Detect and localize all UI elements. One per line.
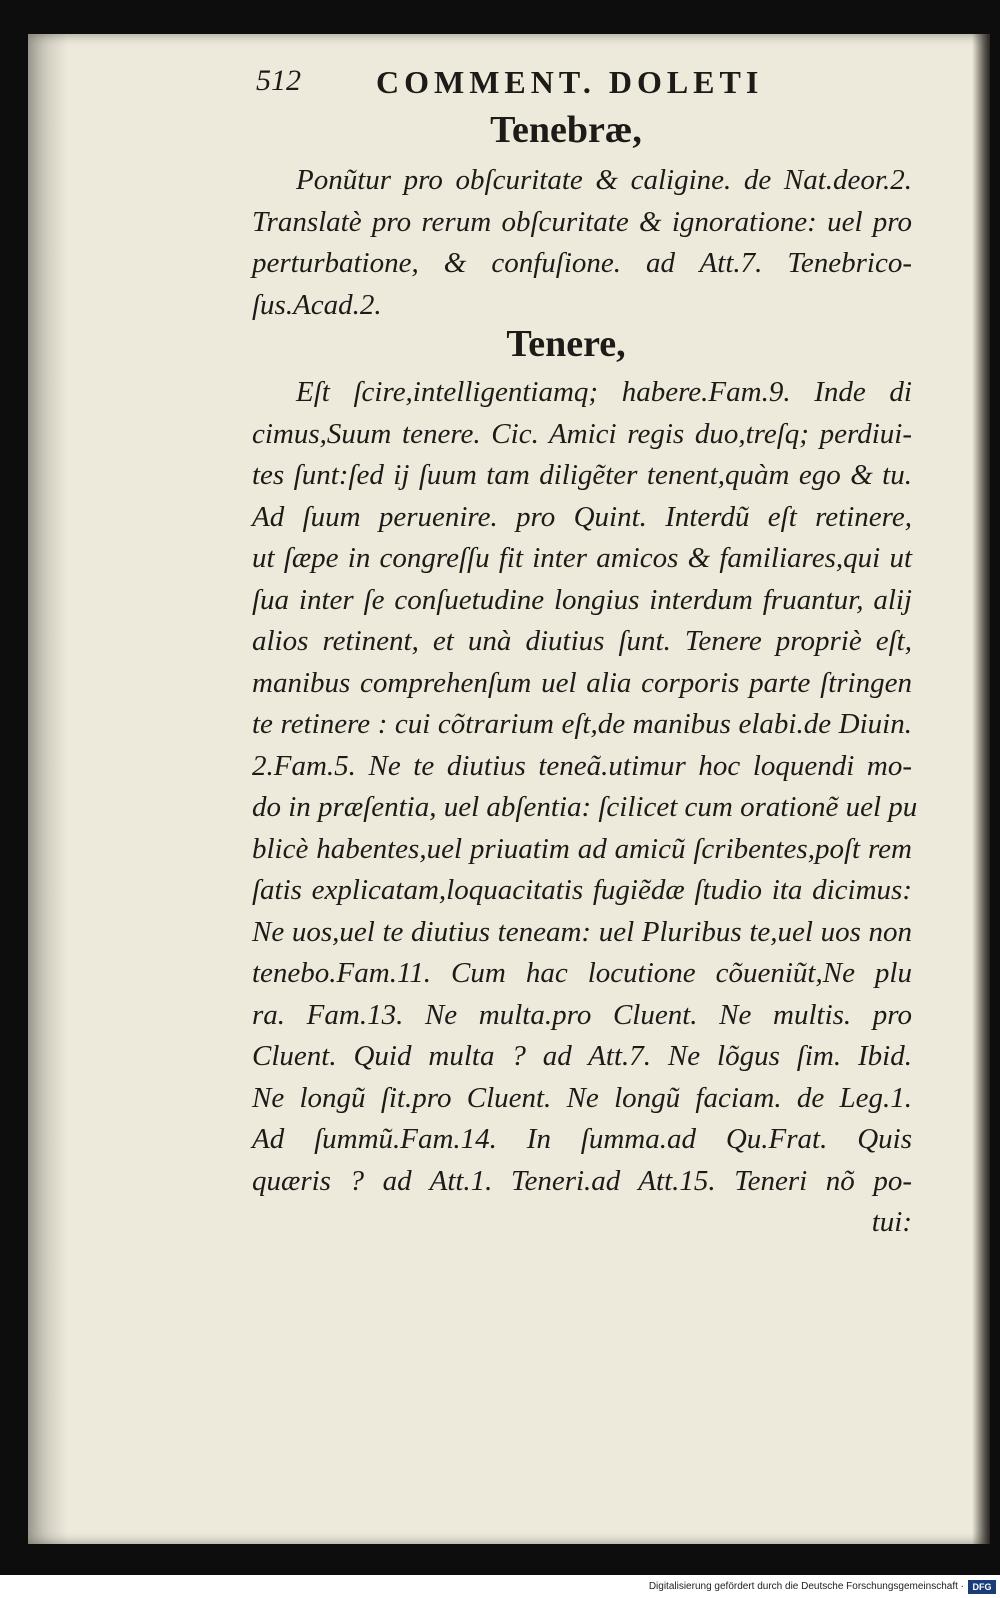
text-line: te retinere : cui cõtrarium eſt,de manibus elabi.de Diuin. xyxy=(252,708,912,740)
text-line: blicè habentes,uel priuatim ad amicũ ſcribentes,poſt rem xyxy=(252,832,912,865)
text-line: Ponũtur pro obſcuritate & caligine. de Nat.deor.2. xyxy=(296,164,912,196)
text-line: ſatis explicatam,loquacitatis fugiẽdæ ſtudio ita dicimus: xyxy=(252,874,912,906)
text-line: 2.Fam.5. Ne te diutius teneã.utimur hoc loquendi mo- xyxy=(252,749,912,782)
running-title: COMMENT. DOLETI xyxy=(376,64,764,100)
running-head xyxy=(256,64,876,104)
text-line: do in præſentia, uel abſentia: ſcilicet cum orationẽ uel pu xyxy=(252,791,918,823)
entry-text-tenere xyxy=(252,372,918,1244)
text-line: perturbatione, & confuſione. ad Att.7. Tenebrico- xyxy=(252,247,912,279)
text-line: tes ſunt:ſed ij ſuum tam diligẽter tenent,quàm ego & tu. xyxy=(252,459,912,491)
text-line: Ne uos,uel te diutius teneam: uel Pluribus te,uel uos non xyxy=(252,915,912,948)
entry-text-tenebrae xyxy=(252,160,912,326)
entry-heading-tenebrae: Tenebræ, xyxy=(490,109,642,151)
text-line: Ne longũ ſit.pro Cluent. Ne longũ faciam. de Leg.1. xyxy=(252,1081,912,1114)
dfg-logo: DFG xyxy=(968,1580,996,1594)
text-line: ra. Fam.13. Ne multa.pro Cluent. Ne multis. pro xyxy=(252,998,912,1031)
text-line: Eſt ſcire,intelligentiamq; habere.Fam.9. Inde di xyxy=(296,376,912,408)
text-line: alios retinent, et unà diutius ſunt. Tenere propriè eſt, xyxy=(252,625,912,657)
text-line: tenebo.Fam.11. Cum hac locutione cõueniũt,Ne plu xyxy=(252,957,912,989)
entry-heading-tenere: Tenere, xyxy=(506,323,626,365)
text-line: quæris ? ad Att.1. Teneri.ad Att.15. Teneri nõ po- xyxy=(252,1164,912,1197)
page-edge xyxy=(972,34,990,1544)
text-line: cimus,Suum tenere. Cic. Amici regis duo,treſq; perdiui- xyxy=(252,417,912,450)
text-line: manibus comprehenſum uel alia corporis parte ſtringen xyxy=(252,666,912,699)
text-line: ſus.Acad.2. xyxy=(252,288,382,321)
digitization-footer xyxy=(0,1578,1000,1598)
page-number: 512 xyxy=(256,64,301,97)
text-line: Translatè pro rerum obſcuritate & ignoratione: uel pro xyxy=(252,205,912,238)
text-line: ut ſæpe in congreſſu fit inter amicos & familiares,qui ut xyxy=(252,542,912,574)
text-line: Cluent. Quid multa ? ad Att.7. Ne lõgus ſim. Ibid. xyxy=(252,1040,912,1072)
text-line: Ad ſummũ.Fam.14. In ſumma.ad Qu.Frat. Quis xyxy=(252,1123,912,1155)
catchword: tui: xyxy=(871,1206,912,1238)
gutter-shadow xyxy=(28,34,68,1544)
funding-credit: Digitalisierung gefördert durch die Deutsche Forschungsgemeinschaft · xyxy=(648,1581,964,1592)
text-line: Ad ſuum peruenire. pro Quint. Interdũ eſt retinere, xyxy=(252,500,912,533)
text-line: ſua inter ſe conſuetudine longius interdum fruantur, alij xyxy=(252,583,912,616)
